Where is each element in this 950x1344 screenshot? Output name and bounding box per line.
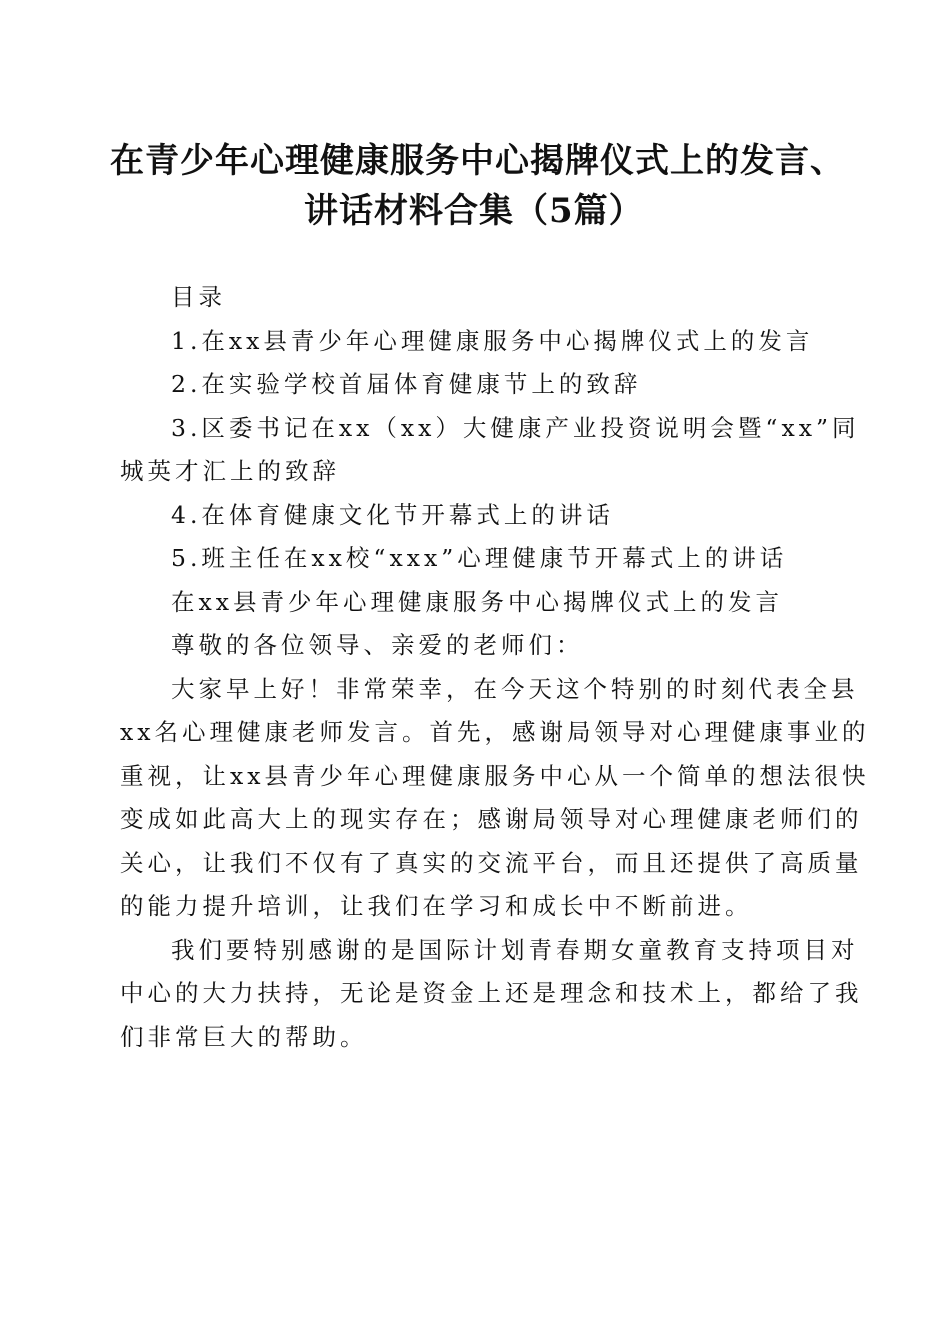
paragraph-line: 重视，让xx县青少年心理健康服务中心从一个简单的想法很快	[120, 761, 870, 790]
toc-item-line: 3.区委书记在xx（xx）大健康产业投资说明会暨“xx”同	[171, 413, 860, 442]
toc-item: 1.在xx县青少年心理健康服务中心揭牌仪式上的发言	[171, 326, 814, 355]
paragraph-line: 大家早上好！非常荣幸，在今天这个特别的时刻代表全县	[171, 674, 859, 703]
paragraph	[120, 668, 870, 929]
paragraph	[120, 929, 863, 1060]
paragraph-line: 变成如此高大上的现实存在；感谢局领导对心理健康老师们的	[120, 805, 863, 833]
paragraph-line: 的能力提升培训，让我们在学习和成长中不断前进。	[120, 892, 753, 920]
paragraph-line: 们非常巨大的帮助。	[120, 1022, 368, 1051]
toc-heading: 目录	[171, 283, 226, 311]
toc-item-line: 城英才汇上的致辞	[120, 457, 340, 485]
paragraph-line: 中心的大力扶持，无论是资金上还是理念和技术上，都给了我	[120, 979, 863, 1007]
salutation: 尊敬的各位领导、亲爱的老师们：	[171, 631, 584, 659]
document-title	[110, 136, 850, 236]
paragraph-line: 关心，让我们不仅有了真实的交流平台，而且还提供了高质量	[120, 848, 863, 877]
title-line-1: 在青少年心理健康服务中心揭牌仪式上的发言、	[110, 141, 845, 181]
section-title: 在xx县青少年心理健康服务中心揭牌仪式上的发言	[171, 587, 784, 616]
paragraph-line: 我们要特别感谢的是国际计划青春期女童教育支持项目对	[171, 935, 859, 964]
title-line-2: 讲话材料合集（5篇）	[304, 191, 644, 231]
toc-item: 2.在实验学校首届体育健康节上的致辞	[171, 370, 642, 398]
paragraph-line: xx名心理健康老师发言。首先，感谢局领导对心理健康事业的	[120, 718, 870, 746]
toc-item	[120, 407, 860, 494]
toc-item: 4.在体育健康文化节开幕式上的讲话	[171, 500, 614, 529]
toc-item: 5.班主任在xx校“xxx”心理健康节开幕式上的讲话	[171, 544, 788, 572]
document-body	[120, 276, 870, 1059]
